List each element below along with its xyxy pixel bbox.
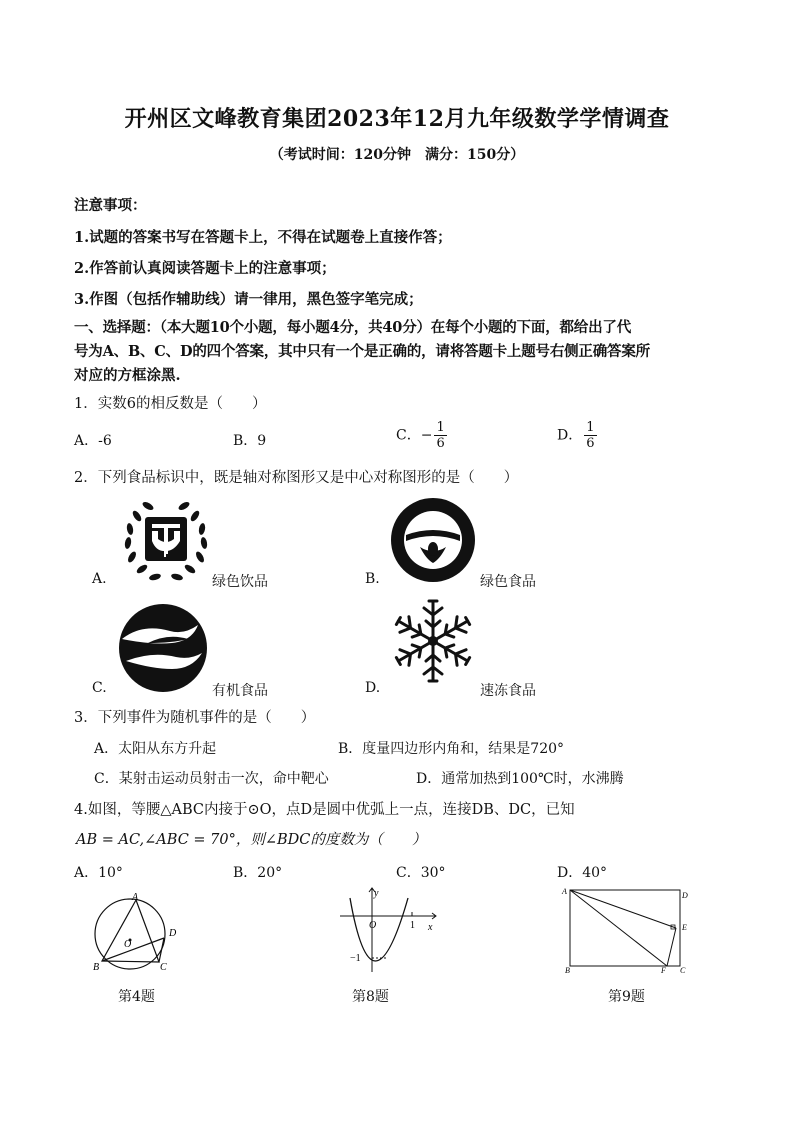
figure-4-caption: 第4题 xyxy=(118,989,155,1005)
fig4-label-o: O xyxy=(124,939,132,950)
figure-8-parabola-graph xyxy=(336,884,446,976)
figure-9-caption: 第9题 xyxy=(608,989,645,1005)
q2-option-b-letter: B. xyxy=(365,571,380,587)
fig4-label-b: B xyxy=(93,962,100,973)
fig9-label-b: B xyxy=(565,966,570,975)
q2-option-b-label: 绿色食品 xyxy=(480,574,536,590)
fig8-label-o: O xyxy=(369,920,377,931)
green-food-logo-icon xyxy=(390,497,476,583)
notice-item-3: 3.作图（包括作辅助线）请一律用，黑色签字笔完成； xyxy=(74,291,423,308)
snowflake-icon xyxy=(390,598,476,684)
fig4-label-d: D xyxy=(169,928,177,939)
question-2-stem: 2．下列食品标识中，既是轴对称图形又是中心对称图形的是（ ） xyxy=(74,470,519,486)
section-heading-line-2: 号为A、B、C、D的四个答案，其中只有一个是正确的，请将答题卡上题号右侧正确答案所 xyxy=(74,343,650,360)
fig9-label-f: F xyxy=(661,966,666,975)
q2-option-c-letter: C. xyxy=(92,680,107,696)
notice-heading: 注意事项： xyxy=(74,197,147,214)
section-heading-line-3: 对应的方框涂黑. xyxy=(74,367,181,384)
q4-option-b: B．20° xyxy=(233,865,283,881)
notice-item-2: 2.作答前认真阅读答题卡上的注意事项； xyxy=(74,260,336,277)
fig8-label-neg-one: −1 xyxy=(350,953,361,964)
fig9-label-d: D xyxy=(682,891,688,900)
question-4-stem-line-2: AB = AC,∠ABC = 70°，则∠BDC的度数为（ ） xyxy=(76,832,427,848)
q4-option-c: C．30° xyxy=(396,865,446,881)
section-heading-line-1: 一、选择题：（本大题10个小题，每小题4分，共40分）在每个小题的下面，都给出了代 xyxy=(74,319,631,336)
q1-option-c: C．− $\frac{1}{6}$ xyxy=(396,420,445,451)
question-4-stem-line-1: 4.如图，等腰△ABC内接于⊙O，点D是圆中优弧上一点，连接DB、DC，已知 xyxy=(74,802,575,818)
fig4-label-c: C xyxy=(160,962,167,973)
q2-option-d-label: 速冻食品 xyxy=(480,683,536,699)
q2-option-a-letter: A. xyxy=(92,571,107,587)
q3-option-a: A．太阳从东方升起 xyxy=(94,741,217,757)
organic-logo-icon xyxy=(118,603,208,693)
q4-option-d: D．40° xyxy=(557,865,608,881)
q3-option-d: D．通常加热到100℃时，水沸腾 xyxy=(416,771,624,787)
fig8-label-x: x xyxy=(428,922,433,933)
figure-4-circle-diagram xyxy=(88,890,188,974)
q1-option-d: D． $\frac{1}{6}$ xyxy=(557,420,595,451)
question-3-stem: 3．下列事件为随机事件的是（ ） xyxy=(74,710,316,726)
q2-option-a-label: 绿色饮品 xyxy=(212,574,268,590)
q2-option-d-letter: D. xyxy=(365,680,381,696)
q3-option-c: C．某射击运动员射击一次，命中靶心 xyxy=(94,771,329,787)
page-title: 开州区文峰教育集团2023年12月九年级数学学情调查 xyxy=(124,106,670,132)
wreath-logo-icon xyxy=(118,497,214,585)
question-1-stem: 1．实数6的相反数是（ ） xyxy=(74,396,267,412)
fig9-label-a: A xyxy=(562,887,567,896)
q3-option-b: B．度量四边形内角和，结果是720° xyxy=(338,741,565,757)
fig8-label-one: 1 xyxy=(410,920,415,931)
figure-9-rectangle-diagram xyxy=(560,884,694,976)
fig9-label-e: E xyxy=(682,923,687,932)
fig4-label-a: A xyxy=(132,892,139,903)
q2-option-c-label: 有机食品 xyxy=(212,683,268,699)
q1-option-b: B．9 xyxy=(233,433,267,449)
exam-info: （考试时间：120分钟 满分：150分） xyxy=(269,147,525,163)
q1-option-a: A．-6 xyxy=(74,433,112,449)
q4-option-a: A．10° xyxy=(74,865,123,881)
fig9-label-c: C xyxy=(680,966,686,975)
fig8-label-y: y xyxy=(374,888,379,899)
notice-item-1: 1.试题的答案书写在答题卡上，不得在试题卷上直接作答； xyxy=(74,229,452,246)
figure-8-caption: 第8题 xyxy=(352,989,389,1005)
